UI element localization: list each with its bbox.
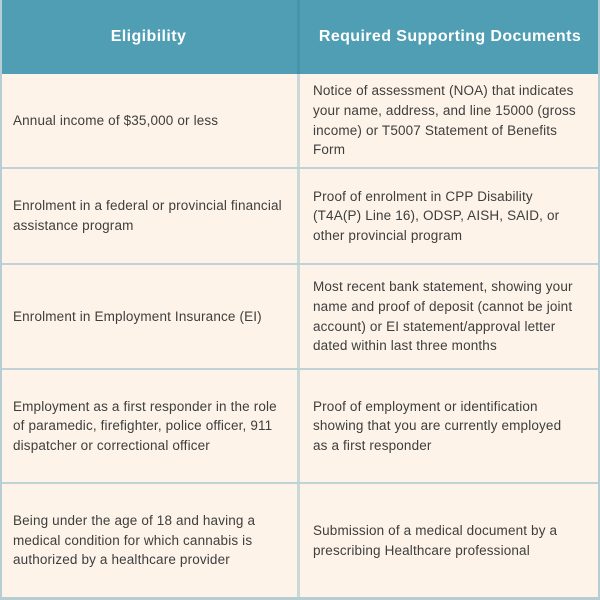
documents-cell: Submission of a medical document by a prescribing Healthcare professional xyxy=(313,522,558,558)
documents-cell: Proof of enrolment in CPP Disability (T4A(P) Line 16), ODSP, AISH, SAID, or other provincial program xyxy=(313,188,560,243)
table-header-row xyxy=(0,0,600,74)
eligibility-cell: Employment as a first responder in the role of paramedic, firefighter, police officer, 911 dispatcher or correctional officer xyxy=(2,370,300,482)
header-required-documents: Required Supporting Documents xyxy=(318,28,582,45)
table-row xyxy=(2,167,598,263)
documents-cell: Proof of employment or identification showing that you are currently employed as a first responder xyxy=(313,398,562,453)
eligibility-cell: Enrolment in Employment Insurance (EI) xyxy=(2,265,300,368)
eligibility-cell: Annual income of $35,000 or less xyxy=(2,74,300,167)
table-row xyxy=(2,263,598,368)
documents-cell: Notice of assessment (NOA) that indicates your name, address, and line 15000 (gross income) or T5007 Statement of Benefits Form xyxy=(313,83,576,158)
eligibility-cell: Being under the age of 18 and having a medical condition for which cannabis is authorized by a healthcare provider xyxy=(2,484,300,597)
header-eligibility: Eligibility xyxy=(0,0,300,74)
documents-cell: Most recent bank statement, showing your name and proof of deposit (cannot be joint account) or EI statement/approval letter dated within last three months xyxy=(313,279,573,354)
table-row xyxy=(2,482,598,597)
table-row xyxy=(2,74,598,167)
table-row xyxy=(2,368,598,482)
eligibility-cell: Enrolment in a federal or provincial financial assistance program xyxy=(2,169,300,263)
